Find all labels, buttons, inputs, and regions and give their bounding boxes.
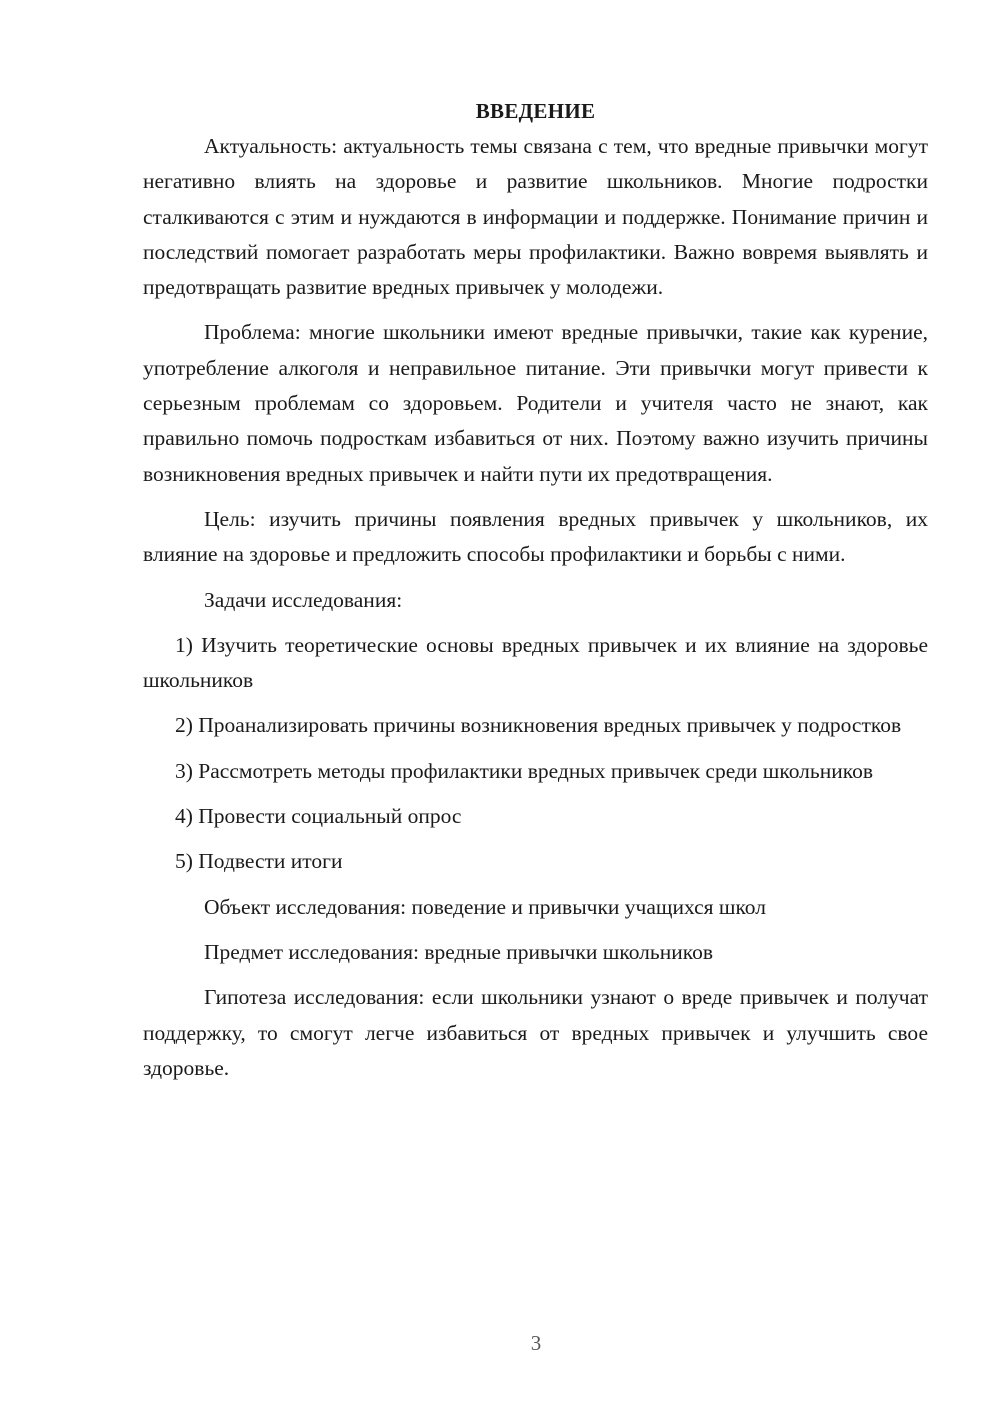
subject-paragraph: Предмет исследования: вредные привычки школьников (204, 939, 713, 964)
hypothesis-paragraph: Гипотеза исследования: если школьники узнают о вреде привычек и получат поддержку, то смогут легче избавиться от вредных привычек и улучшить свое здоровье. (143, 985, 928, 1080)
page-title: ВВЕДЕНИЕ (475, 99, 596, 123)
goal-paragraph: Цель: изучить причины появления вредных привычек у школьников, их влияние на здоровье и предложить способы профилактики и борьбы с ними. (143, 506, 928, 567)
task-item-1: 1) Изучить теоретические основы вредных привычек и их влияние на здоровье школьников (143, 632, 928, 693)
page-content (143, 94, 928, 1096)
task-item-4: 4) Провести социальный опрос (175, 804, 462, 829)
task-item-3: 3) Рассмотреть методы профилактики вредных привычек среди школьников (175, 758, 873, 783)
relevance-paragraph: Актуальность: актуальность темы связана с тем, что вредные привычки могут негативно влиять на здоровье и развитие школьников. Многие подростки сталкиваются с этим и нуждаются в информации и поддержке. Понимание причин и последствий помогает разработать меры профилактики. Важно вовремя выявлять и предотвращать развитие вредных привычек у молодежи. (143, 134, 928, 300)
problem-paragraph: Проблема: многие школьники имеют вредные привычки, такие как курение, употребление алкоголя и неправильное питание. Эти привычки могут привести к серьезным проблемам со здоровьем. Родители и учителя часто не знают, как правильно помочь подросткам избавиться от них. Поэтому важно изучить причины возникновения вредных привычек и найти пути их предотвращения. (143, 320, 928, 486)
task-item-5: 5) Подвести итоги (175, 849, 343, 874)
object-paragraph: Объект исследования: поведение и привычки учащихся школ (204, 894, 766, 919)
page-number: 3 (530, 1331, 542, 1355)
task-item-2: 2) Проанализировать причины возникновения вредных привычек у подростков (175, 713, 902, 738)
tasks-heading: Задачи исследования: (204, 587, 403, 612)
